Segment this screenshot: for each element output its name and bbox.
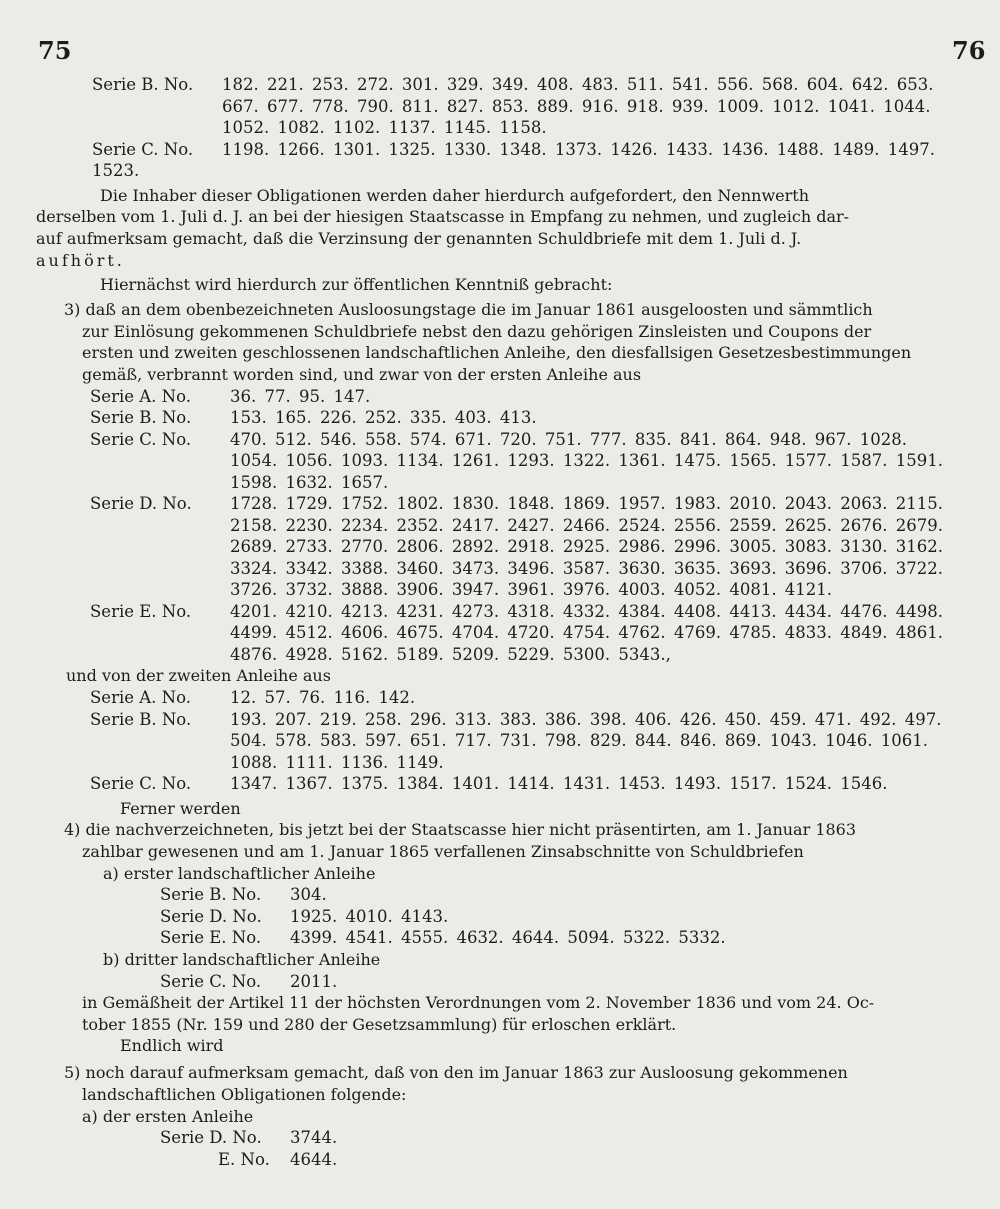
page-number-right: 76 — [952, 36, 986, 65]
item-line: in Gemäßheit der Artikel 11 der höchsten Verordnungen vom 2. November 1836 und vom 24. Oc- — [82, 993, 875, 1013]
serie-numbers: 4399. 4541. 4555. 4632. 4644. 5094. 5322. 5332. — [290, 928, 726, 948]
item-4-a-serie-e — [160, 927, 978, 949]
first-loan-serie-c — [90, 429, 978, 494]
item-5 — [36, 1062, 978, 1127]
serie-label: Serie A. No. — [90, 688, 191, 708]
ferner-line — [36, 798, 978, 820]
endlich-text: Endlich wird — [120, 1036, 224, 1056]
serie-numbers — [222, 74, 978, 139]
number-line: 153. 165. 226. 252. 335. 403. 413. — [230, 408, 537, 428]
page-content — [36, 74, 978, 1170]
item-5-a-heading: a) der ersten Anleihe — [82, 1106, 254, 1126]
serie-label: Serie B. No. — [160, 885, 262, 905]
item-4-a-serie-d — [160, 906, 978, 928]
serie-label: Serie E. No. — [160, 928, 262, 948]
number-line: 1054. 1056. 1093. 1134. 1261. 1293. 1322. 1361. 1475. 1565. 1577. 1587. 1591. — [230, 451, 944, 471]
paragraph-inhaber — [36, 185, 978, 272]
serie-numbers: 2011. — [290, 971, 338, 991]
number-line: 4499. 4512. 4606. 4675. 4704. 4720. 4754. 4762. 4769. 4785. 4833. 4849. 4861. — [230, 623, 944, 643]
number-line: 504. 578. 583. 597. 651. 717. 731. 798. 829. 844. 846. 869. 1043. 1046. 1061. — [230, 731, 928, 751]
serie-label: Serie C. No. — [160, 971, 262, 991]
number-line: 4201. 4210. 4213. 4231. 4273. 4318. 4332. 4384. 4408. 4413. 4434. 4476. 4498. — [230, 601, 944, 621]
second-loan-serie-c — [90, 773, 978, 795]
serie-numbers — [230, 709, 978, 774]
number-line: 182. 221. 253. 272. 301. 329. 349. 408. 483. 511. 541. 556. 568. 604. 642. 653. — [222, 75, 934, 94]
item-line: 5) noch darauf aufmerksam gemacht, daß von den im Januar 1863 zur Ausloosung gekommenen — [64, 1063, 848, 1083]
item-4-b-heading: b) dritter landschaftlicher Anleihe — [103, 949, 381, 969]
first-loan-serie-d — [90, 493, 978, 601]
item-line: gemäß, verbrannt worden sind, und zwar von der ersten Anleihe aus — [82, 365, 642, 385]
first-loan-serie-a — [90, 386, 978, 408]
serie-label: Serie C. No. — [90, 774, 192, 794]
number-line: 1347. 1367. 1375. 1384. 1401. 1414. 1431. 1453. 1493. 1517. 1524. 1546. — [230, 774, 888, 794]
number-line: 3726. 3732. 3888. 3906. 3947. 3961. 3976. 4003. 4052. 4081. 4121. — [230, 580, 833, 600]
serie-numbers — [230, 429, 978, 494]
item-line: landschaftlichen Obligationen folgende: — [82, 1084, 407, 1104]
serie-numbers — [230, 773, 978, 795]
serie-numbers — [230, 493, 978, 601]
number-line: 1052. 1082. 1102. 1137. 1145. 1158. — [222, 118, 547, 137]
serie-numbers — [230, 407, 978, 429]
serie-label: Serie E. No. — [90, 601, 192, 621]
number-line: 1523. — [92, 161, 140, 180]
second-loan-intro-text: und von der zweiten Anleihe aus — [66, 666, 331, 686]
number-line: 3324. 3342. 3388. 3460. 3473. 3496. 3587. 3630. 3635. 3693. 3696. 3706. 3722. — [230, 558, 944, 578]
first-loan-serie-e — [90, 601, 978, 666]
item-4-b-serie-c — [160, 971, 978, 993]
item-line: zur Einlösung gekommenen Schuldbriefe nebst den dazu gehörigen Zinsleisten und Coupons der — [82, 321, 872, 341]
ferner-text: Ferner werden — [120, 798, 241, 818]
first-loan-serie-b — [90, 407, 978, 429]
item-line: 4) die nachverzeichneten, bis jetzt bei der Staatscasse hier nicht präsentirten, am 1. Januar 1863 — [64, 820, 857, 840]
serie-numbers — [230, 601, 978, 666]
serie-label: Serie B. No. — [92, 75, 194, 94]
serie-label: Serie B. No. — [90, 408, 192, 428]
number-line: 1728. 1729. 1752. 1802. 1830. 1848. 1869. 1957. 1983. 2010. 2043. 2063. 2115. — [230, 494, 944, 514]
number-line: 193. 207. 219. 258. 296. 313. 383. 386. 398. 406. 426. 450. 459. 471. 492. 497. — [230, 709, 942, 729]
number-line: 667. 677. 778. 790. 811. 827. 853. 889. 916. 918. 939. 1009. 1012. 1041. 1044. — [222, 96, 931, 116]
item-4-closing — [36, 992, 978, 1035]
serie-label: Serie C. No. — [90, 429, 192, 449]
item-3 — [36, 299, 978, 386]
number-line: 36. 77. 95. 147. — [230, 386, 371, 406]
item-line: ersten und zweiten geschlossenen landschaftlichen Anleihe, den diesfallsigen Gesetzesbestimmungen — [82, 343, 912, 363]
serie-numbers: 3744. — [290, 1128, 338, 1148]
number-line: 1598. 1632. 1657. — [230, 472, 389, 492]
serie-label: Serie D. No. — [90, 494, 192, 514]
paragraph-line: auf aufmerksam gemacht, daß die Verzinsung der genannten Schuldbriefe mit dem 1. Juli d. J. — [36, 228, 802, 248]
paragraph-line: Die Inhaber dieser Obligationen werden daher hierdurch aufgefordert, den Nennwerth — [100, 185, 810, 205]
number-line: 470. 512. 546. 558. 574. 671. 720. 751. 777. 835. 841. 864. 948. 967. 1028. — [230, 429, 908, 449]
number-line: 12. 57. 76. 116. 142. — [230, 688, 416, 708]
item-5-serie-e — [218, 1149, 978, 1171]
serie-label: E. No. — [218, 1149, 270, 1169]
second-loan-serie-b — [90, 709, 978, 774]
number-line: 1198. 1266. 1301. 1325. 1330. 1348. 1373. 1426. 1433. 1436. 1488. 1489. 1497. — [222, 139, 936, 159]
number-line: 4876. 4928. 5162. 5189. 5209. 5229. 5300. 5343., — [230, 644, 671, 664]
serie-list-top-b — [92, 74, 978, 139]
item-line: 3) daß an dem obenbezeichneten Ausloosungstage die im Januar 1861 ausgeloosten und sämmtlich — [64, 300, 873, 320]
hiernaechst-text: Hiernächst wird hierdurch zur öffentlichen Kenntniß gebracht: — [100, 275, 613, 295]
paragraph-line: derselben vom 1. Juli d. J. an bei der hiesigen Staatscasse in Empfang zu nehmen, und zugleich dar- — [36, 207, 850, 227]
serie-list-top-c — [92, 139, 978, 182]
serie-label: Serie A. No. — [90, 386, 191, 406]
hiernaechst-line — [36, 274, 978, 296]
number-line: 2158. 2230. 2234. 2352. 2417. 2427. 2466. 2524. 2556. 2559. 2625. 2676. 2679. — [230, 515, 944, 535]
second-loan-serie-a — [90, 687, 978, 709]
item-line: zahlbar gewesenen und am 1. Januar 1865 verfallenen Zinsabschnitte von Schuldbriefen — [82, 841, 804, 861]
serie-numbers: 304. — [290, 885, 327, 905]
second-loan-intro — [36, 665, 978, 687]
endlich-line — [36, 1035, 978, 1057]
number-line: 2689. 2733. 2770. 2806. 2892. 2918. 2925. 2986. 2996. 3005. 3083. 3130. 3162. — [230, 537, 944, 557]
serie-label: Serie D. No. — [160, 906, 262, 926]
serie-numbers: 1925. 4010. 4143. — [290, 906, 449, 926]
serie-numbers — [230, 687, 978, 709]
item-4-a-heading: a) erster landschaftlicher Anleihe — [103, 863, 376, 883]
item-line: tober 1855 (Nr. 159 und 280 der Gesetzsammlung) für erloschen erklärt. — [82, 1014, 677, 1034]
serie-label: Serie D. No. — [160, 1128, 262, 1148]
item-4-b — [36, 949, 978, 971]
number-line: 1088. 1111. 1136. 1149. — [230, 752, 444, 772]
serie-label: Serie B. No. — [90, 709, 192, 729]
item-5-serie-d — [160, 1127, 978, 1149]
item-4-a-serie-b — [160, 884, 978, 906]
serie-label: Serie C. No. — [92, 139, 194, 159]
paragraph-line: aufhört. — [36, 250, 125, 270]
serie-numbers: 4644. — [290, 1149, 338, 1169]
item-4 — [36, 819, 978, 884]
serie-numbers — [230, 386, 978, 408]
page-number-left: 75 — [38, 36, 72, 65]
